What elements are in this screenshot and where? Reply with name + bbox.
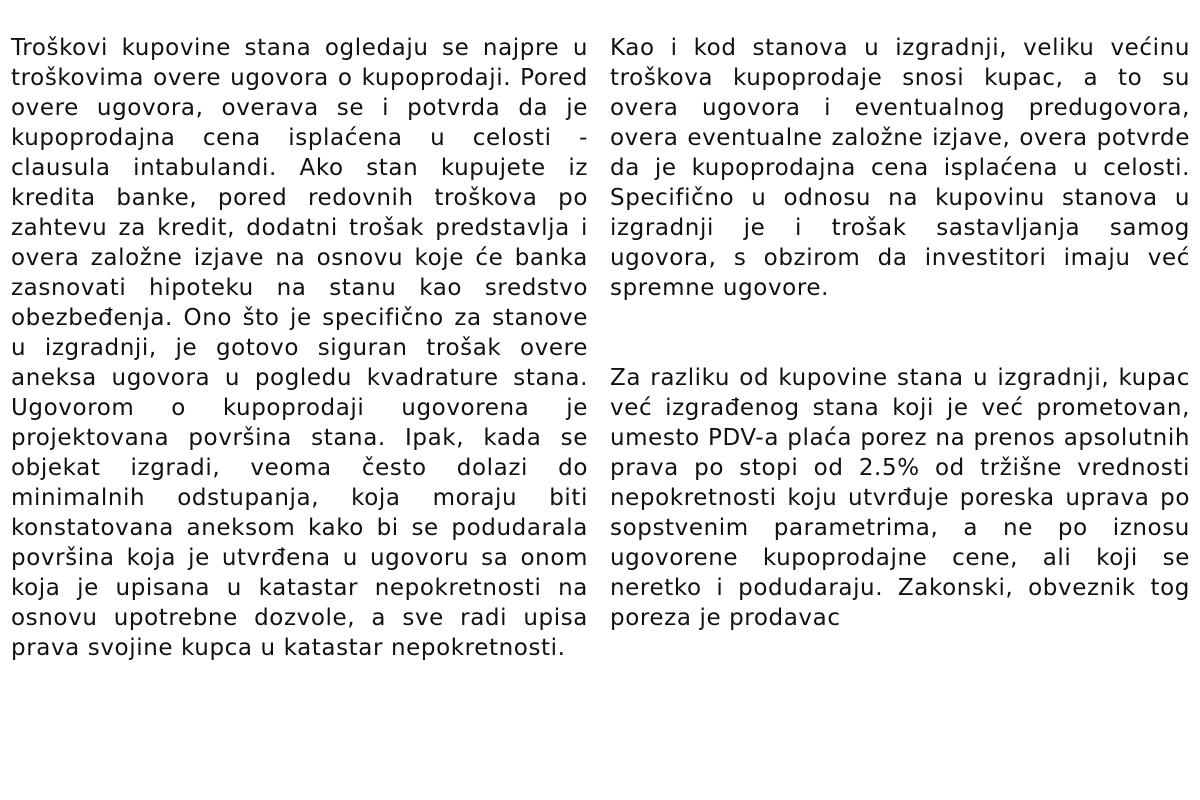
paragraph-apartment-purchase-costs: Troškovi kupovine stana ogledaju se najpre u troškovima overe ugovora o kupoprodaji. Pored overe ugovora, overava se i potvrda da je kupoprodajna cena isplaćena u celosti - clausula intabulandi. Ako stan kupujete iz kredita banke, pored redovnih troškova po zahtevu za kredit, dodatni trošak predstavlja i overa založne izjave na osnovu koje će banka zasnovati hipoteku na stanu kao sredstvo obezbeđenja. Ono što je specifično za stanove u izgradnji, je gotovo siguran trošak overe aneksa ugovora u pogledu kvadrature stana. Ugovorom o kupoprodaji ugovorena je projektovana površina stana. Ipak, kada se objekat izgradi, veoma često dolazi do minimalnih odstupanja, koja moraju biti konstatovana aneksom kako bi se podudarala površina koja je utvrđena u ugovoru sa onom koja je upisana u katastar nepokretnosti na osnovu upotrebne dozvole, a sve radi upisa prava svojine kupca u katastar nepokretnosti. [11, 35, 588, 661]
left-text-column [11, 33, 588, 663]
right-text-column [610, 33, 1190, 633]
paragraph-buyer-costs: Kao i kod stanova u izgradnji, veliku većinu troškova kupoprodaje snosi kupac, a to su overa ugovora i eventualnog predugovora, overa eventualne založne izjave, overa potvrde da je kupoprodajna cena isplaćena u celosti. Specifično u odnosu na kupovinu stanova u izgradnji je i trošak sastavljanja samog ugovora, s obzirom da investitori imaju već spremne ugovore. [610, 35, 1190, 301]
paragraph-transfer-tax: Za razliku od kupovine stana u izgradnji, kupac već izgrađenog stana koji je već prometovan, umesto PDV-a plaća porez na prenos apsolutnih prava po stopi od 2.5% od tržišne vrednosti nepokretnosti koju utvrđuje poreska uprava po sopstvenim parametrima, a ne po iznosu ugovorene kupoprodajne cene, ali koji se neretko i podudaraju. Zakonski, obveznik tog poreza je prodavac [610, 365, 1190, 631]
